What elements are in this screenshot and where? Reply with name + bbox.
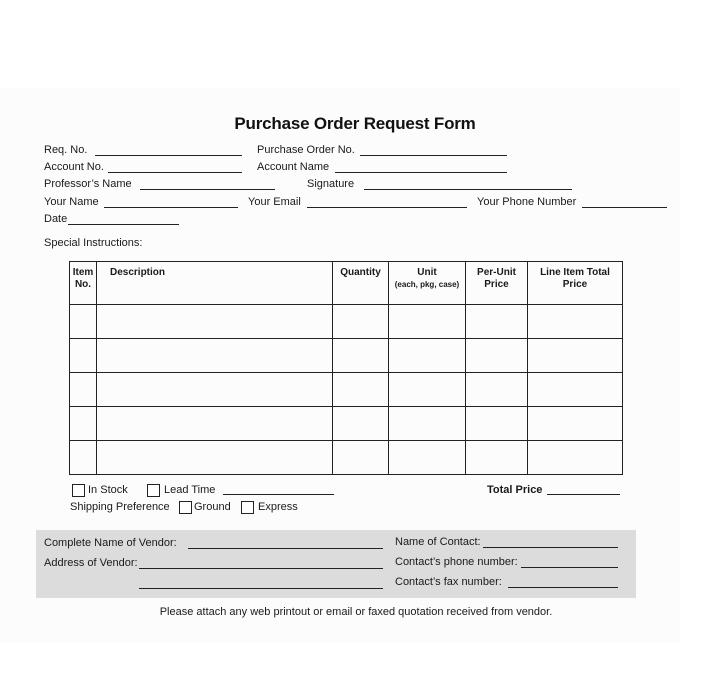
unit-cell[interactable] bbox=[389, 373, 466, 407]
contact-fax-field[interactable] bbox=[508, 587, 618, 588]
signature-label: Signature bbox=[307, 178, 355, 190]
total-price-label: Total Price bbox=[487, 484, 543, 496]
your-email-label: Your Email bbox=[248, 196, 301, 208]
item-no-header bbox=[70, 262, 97, 305]
vendor-address-field[interactable] bbox=[139, 568, 383, 569]
your-phone-label: Your Phone Number bbox=[477, 196, 577, 208]
items-table bbox=[69, 261, 623, 475]
quantity-cell[interactable] bbox=[333, 305, 389, 339]
item-no-header-line1: Item bbox=[72, 267, 94, 278]
unit-cell[interactable] bbox=[389, 339, 466, 373]
line-total-header-line2: Price bbox=[562, 279, 588, 290]
item-no-header-line2: No. bbox=[74, 279, 92, 290]
description-cell[interactable] bbox=[97, 373, 333, 407]
form-title: Purchase Order Request Form bbox=[234, 114, 476, 133]
express-checkbox[interactable] bbox=[241, 501, 254, 514]
your-name-label: Your Name bbox=[44, 196, 99, 208]
lead-time-field[interactable] bbox=[223, 494, 334, 495]
lead-time-label: Lead Time bbox=[164, 484, 216, 496]
line-total-cell[interactable] bbox=[528, 441, 623, 475]
special-instructions-label: Special Instructions: bbox=[44, 237, 143, 249]
contact-name-field[interactable] bbox=[483, 547, 618, 548]
table-row bbox=[70, 339, 623, 373]
date-field[interactable] bbox=[68, 224, 179, 225]
item-no-cell[interactable] bbox=[70, 339, 97, 373]
req-no-field[interactable] bbox=[95, 155, 242, 156]
per-unit-price-cell[interactable] bbox=[466, 339, 528, 373]
line-total-cell[interactable] bbox=[528, 305, 623, 339]
item-no-cell[interactable] bbox=[70, 373, 97, 407]
per-unit-price-cell[interactable] bbox=[466, 407, 528, 441]
table-row bbox=[70, 441, 623, 475]
quantity-header: Quantity bbox=[333, 262, 389, 305]
your-email-field[interactable] bbox=[307, 207, 467, 208]
vendor-address-field-2[interactable] bbox=[139, 588, 383, 589]
req-no-label: Req. No. bbox=[44, 144, 88, 156]
description-cell[interactable] bbox=[97, 407, 333, 441]
professor-name-field[interactable] bbox=[140, 189, 275, 190]
per-unit-price-cell[interactable] bbox=[466, 305, 528, 339]
account-no-field[interactable] bbox=[108, 172, 242, 173]
contact-phone-label: Contact’s phone number: bbox=[395, 556, 518, 568]
account-no-label: Account No. bbox=[44, 161, 104, 173]
quantity-cell[interactable] bbox=[333, 339, 389, 373]
item-no-cell[interactable] bbox=[70, 305, 97, 339]
item-no-cell[interactable] bbox=[70, 407, 97, 441]
description-cell[interactable] bbox=[97, 339, 333, 373]
per-unit-header-line1: Per-Unit bbox=[477, 267, 516, 278]
per-unit-header-line2: Price bbox=[484, 279, 509, 290]
unit-header-label: Unit bbox=[417, 267, 437, 278]
professor-name-label: Professor’s Name bbox=[44, 178, 132, 190]
unit-header-sub: (each, pkg, case) bbox=[394, 280, 460, 289]
in-stock-label: In Stock bbox=[88, 484, 128, 496]
contact-name-label: Name of Contact: bbox=[395, 536, 481, 548]
total-price-field[interactable] bbox=[547, 494, 620, 495]
table-row bbox=[70, 305, 623, 339]
line-item-total-header bbox=[528, 262, 623, 305]
your-phone-field[interactable] bbox=[582, 207, 667, 208]
contact-phone-field[interactable] bbox=[521, 567, 618, 568]
unit-cell[interactable] bbox=[389, 441, 466, 475]
item-no-cell[interactable] bbox=[70, 441, 97, 475]
line-total-cell[interactable] bbox=[528, 339, 623, 373]
line-total-cell[interactable] bbox=[528, 407, 623, 441]
unit-header bbox=[389, 262, 466, 305]
per-unit-price-cell[interactable] bbox=[466, 441, 528, 475]
account-name-field[interactable] bbox=[335, 172, 507, 173]
table-row bbox=[70, 373, 623, 407]
description-cell[interactable] bbox=[97, 441, 333, 475]
unit-cell[interactable] bbox=[389, 407, 466, 441]
quantity-cell[interactable] bbox=[333, 407, 389, 441]
per-unit-price-header bbox=[466, 262, 528, 305]
vendor-address-label: Address of Vendor: bbox=[44, 557, 138, 569]
table-header-row bbox=[70, 262, 623, 305]
line-total-cell[interactable] bbox=[528, 373, 623, 407]
signature-field[interactable] bbox=[364, 189, 572, 190]
unit-cell[interactable] bbox=[389, 305, 466, 339]
lead-time-checkbox[interactable] bbox=[147, 484, 160, 497]
vendor-name-field[interactable] bbox=[188, 548, 383, 549]
express-label: Express bbox=[258, 501, 298, 513]
ground-checkbox[interactable] bbox=[179, 501, 192, 514]
description-header: Description bbox=[97, 262, 333, 305]
po-no-label: Purchase Order No. bbox=[257, 144, 355, 156]
your-name-field[interactable] bbox=[104, 207, 238, 208]
vendor-name-label: Complete Name of Vendor: bbox=[44, 537, 177, 549]
shipping-preference-label: Shipping Preference bbox=[70, 501, 170, 513]
po-no-field[interactable] bbox=[360, 155, 507, 156]
in-stock-checkbox[interactable] bbox=[72, 484, 85, 497]
quantity-cell[interactable] bbox=[333, 441, 389, 475]
date-label: Date bbox=[44, 213, 68, 225]
quantity-cell[interactable] bbox=[333, 373, 389, 407]
contact-fax-label: Contact’s fax number: bbox=[395, 576, 502, 588]
line-total-header-line1: Line Item Total bbox=[540, 267, 610, 278]
description-cell[interactable] bbox=[97, 305, 333, 339]
table-row bbox=[70, 407, 623, 441]
footer-note: Please attach any web printout or email or faxed quotation received from vendor. bbox=[159, 606, 553, 618]
per-unit-price-cell[interactable] bbox=[466, 373, 528, 407]
account-name-label: Account Name bbox=[257, 161, 330, 173]
ground-label: Ground bbox=[194, 501, 231, 513]
